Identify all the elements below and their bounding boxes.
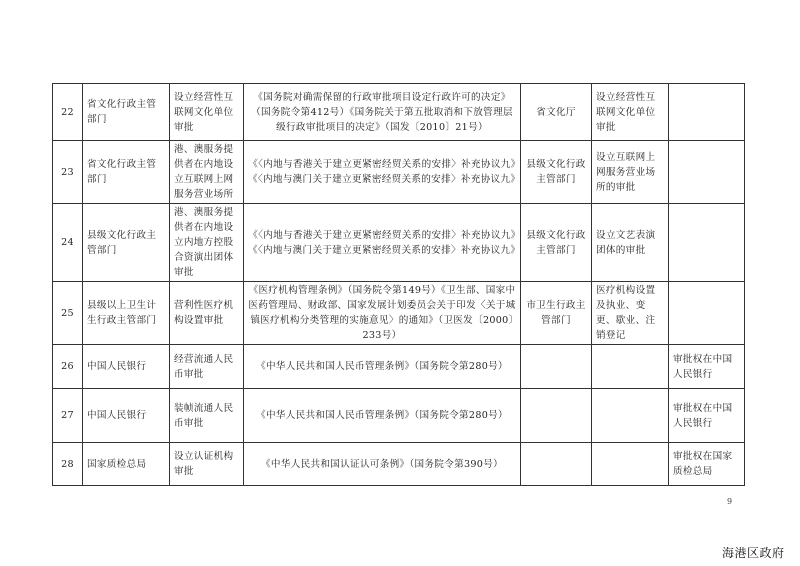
item-cell: 营利性医疗机构设置审批 [170, 282, 244, 345]
approval-content-cell [592, 389, 669, 443]
item-cell: 港、澳服务提供者在内地设立内地方控股合资演出团体审批 [170, 204, 244, 282]
approval-content-cell: 医疗机构设置及执业、变更、歇业、注销登记 [592, 282, 669, 345]
legal-basis-cell: 《医疗机构管理条例》（国务院令第149号）《卫生部、国家中医药管理局、财政部、国家发展计划委员会关于印发〈关于城镇医疗机构分类管理的实施意见〉的通知》（卫医发〔2000〕233号） [244, 282, 521, 345]
legal-basis-cell: 《〈内地与香港关于建立更紧密经贸关系的安排〉补充协议九》《〈内地与澳门关于建立更紧密经贸关系的安排〉补充协议九》 [244, 204, 521, 282]
item-cell: 设立认证机构审批 [170, 443, 244, 486]
row-number: 25 [53, 282, 83, 345]
approval-content-cell: 设立经营性互联网文化单位审批 [592, 84, 669, 141]
row-number: 24 [53, 204, 83, 282]
item-cell: 经营流通人民币审批 [170, 345, 244, 389]
table-row [53, 389, 745, 443]
approval-content-cell [592, 345, 669, 389]
department-cell: 县级文化行政主管部门 [83, 204, 170, 282]
row-number: 22 [53, 84, 83, 141]
implementing-dept-cell: 县级文化行政主管部门 [521, 204, 592, 282]
row-number: 23 [53, 141, 83, 204]
table-row [53, 141, 745, 204]
legal-basis-cell: 《〈内地与香港关于建立更紧密经贸关系的安排〉补充协议九》《〈内地与澳门关于建立更紧密经贸关系的安排〉补充协议九》 [244, 141, 521, 204]
legal-basis-cell: 《中华人民共和国人民币管理条例》（国务院令第280号） [244, 389, 521, 443]
approval-content-cell: 设立互联网上网服务营业场所的审批 [592, 141, 669, 204]
legal-basis-cell: 《国务院对确需保留的行政审批项目设定行政许可的决定》（国务院令第412号）《国务院关于第五批取消和下放管理层级行政审批项目的决定》（国发〔2010〕21号） [244, 84, 521, 141]
implementing-dept-cell: 县级文化行政主管部门 [521, 141, 592, 204]
approval-content-cell: 设立文艺表演团体的审批 [592, 204, 669, 282]
remark-cell [669, 84, 745, 141]
implementing-dept-cell: 市卫生行政主管部门 [521, 282, 592, 345]
remark-cell: 审批权在中国人民银行 [669, 389, 745, 443]
table-row [53, 204, 745, 282]
row-number: 28 [53, 443, 83, 486]
row-number: 27 [53, 389, 83, 443]
item-cell: 装帧流通人民币审批 [170, 389, 244, 443]
remark-cell [669, 282, 745, 345]
watermark-brand: 海港区政府 [722, 546, 785, 560]
legal-basis-cell: 《中华人民共和国认证认可条例》（国务院令第390号） [244, 443, 521, 486]
remark-cell [669, 141, 745, 204]
department-cell: 省文化行政主管部门 [83, 141, 170, 204]
implementing-dept-cell [521, 443, 592, 486]
remark-cell [669, 204, 745, 282]
table-row [53, 345, 745, 389]
department-cell: 国家质检总局 [83, 443, 170, 486]
page-number: 9 [727, 497, 733, 506]
row-number: 26 [53, 345, 83, 389]
implementing-dept-cell: 省文化厅 [521, 84, 592, 141]
department-cell: 县级以上卫生计生行政主管部门 [83, 282, 170, 345]
item-cell: 设立经营性互联网文化单位审批 [170, 84, 244, 141]
implementing-dept-cell [521, 345, 592, 389]
implementing-dept-cell [521, 389, 592, 443]
department-cell: 中国人民银行 [83, 389, 170, 443]
legal-basis-cell: 《中华人民共和国人民币管理条例》（国务院令第280号） [244, 345, 521, 389]
remark-cell: 审批权在国家质检总局 [669, 443, 745, 486]
department-cell: 中国人民银行 [83, 345, 170, 389]
approval-items-table [52, 83, 745, 486]
item-cell: 港、澳服务提供者在内地设立互联网上网服务营业场所 [170, 141, 244, 204]
table-row [53, 443, 745, 486]
table-row [53, 84, 745, 141]
remark-cell: 审批权在中国人民银行 [669, 345, 745, 389]
department-cell: 省文化行政主管部门 [83, 84, 170, 141]
table-row [53, 282, 745, 345]
approval-content-cell [592, 443, 669, 486]
